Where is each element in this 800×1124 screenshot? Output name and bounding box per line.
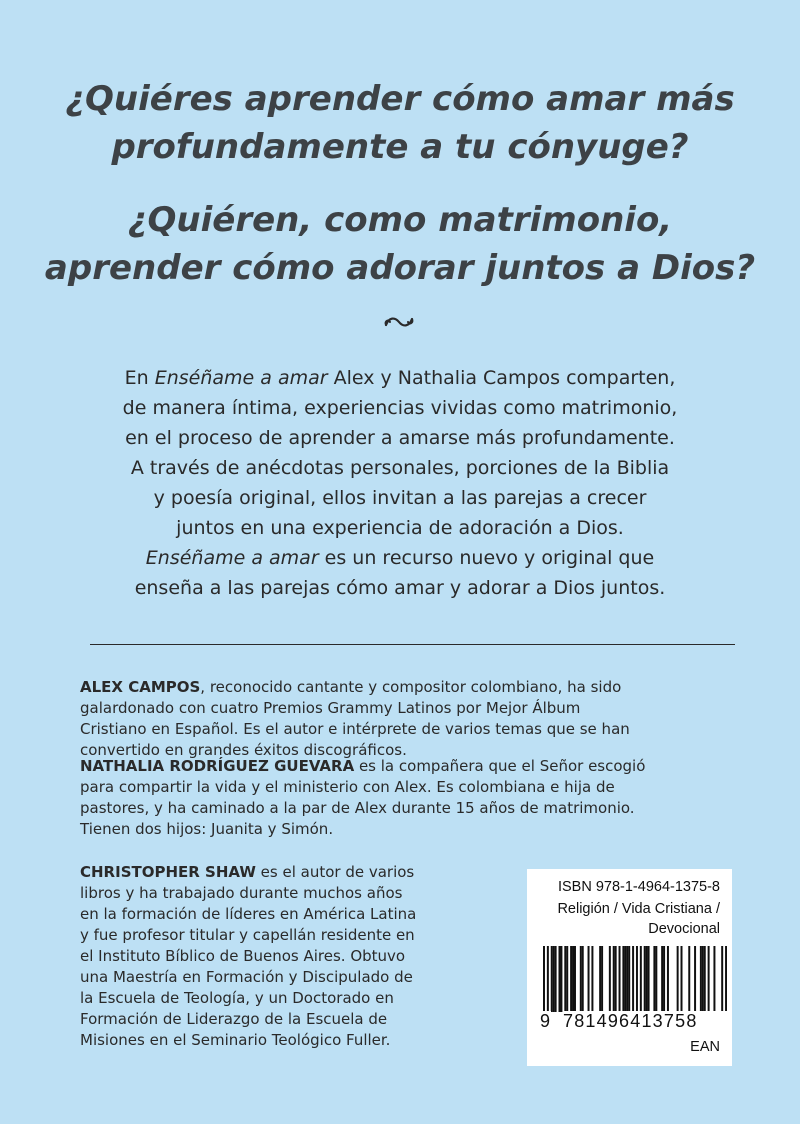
bio-line: y fue profesor titular y capellán residente en [80, 926, 415, 944]
intro-line-6: juntos en una experiencia de adoración a Dios. [176, 517, 624, 539]
bio-text: es la compañera que el Señor escogió [354, 757, 646, 775]
intro-line-8: enseña a las parejas cómo amar y adorar a Dios juntos. [134, 577, 666, 599]
book-title: Enséñame a amar [154, 367, 328, 389]
bio-line: Formación de Liderazgo de la Escuela de [80, 1010, 388, 1028]
bio-line [80, 756, 645, 777]
bio-line: Misiones en el Seminario Teológico Fuller. [80, 1031, 391, 1049]
category-line-2: Devocional [648, 921, 720, 937]
bio-line: en la formación de líderes en América Latina [80, 905, 417, 923]
author-name: ALEX CAMPOS [80, 678, 201, 696]
bio-line: Tienen dos hijos: Juanita y Simón. [80, 820, 334, 838]
bio-christopher-shaw [80, 862, 416, 1051]
intro-line-1-rest: Alex y Nathalia Campos comparten, [327, 367, 676, 389]
bio-nathalia-rodriguez [80, 756, 645, 840]
divider-rule [90, 644, 735, 645]
intro-line-3: en el proceso de aprender a amarse más profundamente. [125, 427, 675, 449]
isbn-label: ISBN 978-1-4964-1375-8 [557, 879, 720, 895]
headline-2-line-1: ¿Quiéren, como matrimonio, [127, 200, 673, 240]
bio-line: galardonado con cuatro Premios Grammy Latinos por Mejor Álbum [80, 699, 581, 717]
barcode-digits: 781496413758 [563, 1011, 727, 1032]
bio-line: para compartir la vida y el ministerio con Alex. Es colombiana e hija de [80, 778, 615, 796]
bio-alex-campos [80, 677, 630, 761]
bio-line: libros y ha trabajado durante muchos años [80, 884, 403, 902]
bio-line [80, 677, 630, 698]
category-line-1: Religión / Vida Cristiana / [557, 901, 720, 917]
bio-line: pastores, y ha caminado a la par de Alex durante 15 años de matrimonio. [80, 799, 635, 817]
headline-1-line-2: profundamente a tu cónyuge? [111, 127, 689, 167]
barcode-digit-first: 9 [540, 1011, 551, 1031]
bio-line: el Instituto Bíblico de Buenos Aires. Obtuvo [80, 947, 406, 965]
intro-line-4: A través de anécdotas personales, porciones de la Biblia [130, 457, 670, 479]
headline-question-1 [0, 75, 800, 171]
book-title: Enséñame a amar [145, 547, 319, 569]
bio-line: una Maestría en Formación y Discipulado de [80, 968, 413, 986]
bio-text: es el autor de varios [255, 863, 415, 881]
intro-line-1 [40, 363, 760, 393]
bio-line [80, 862, 416, 883]
intro-line-7 [40, 543, 760, 573]
headline-question-2 [0, 196, 800, 292]
bio-line: convertido en grandes éxitos discográficos. [80, 741, 407, 759]
ean-label: EAN [690, 1039, 720, 1055]
headline-1-line-1: ¿Quiéres aprender cómo amar más [65, 79, 735, 119]
swash-ornament-icon [383, 312, 415, 332]
author-name: NATHALIA RODRÍGUEZ GUEVARA [80, 757, 355, 775]
author-name: CHRISTOPHER SHAW [80, 863, 256, 881]
intro-line-5: y poesía original, ellos invitan a las parejas a crecer [153, 487, 647, 509]
bio-line: Cristiano en Español. Es el autor e intérprete de varios temas que se han [80, 720, 630, 738]
bio-text: , reconocido cantante y compositor colombiano, ha sido [200, 678, 622, 696]
barcode-panel [527, 869, 732, 1066]
headline-2-line-2: aprender cómo adorar juntos a Dios? [44, 248, 756, 288]
intro-prefix: En [124, 367, 155, 389]
intro-paragraph [40, 363, 760, 603]
intro-line-2: de manera íntima, experiencias vividas como matrimonio, [122, 397, 678, 419]
bio-line: la Escuela de Teología, y un Doctorado en [80, 989, 394, 1007]
intro-line-7-rest: es un recurso nuevo y original que [318, 547, 655, 569]
